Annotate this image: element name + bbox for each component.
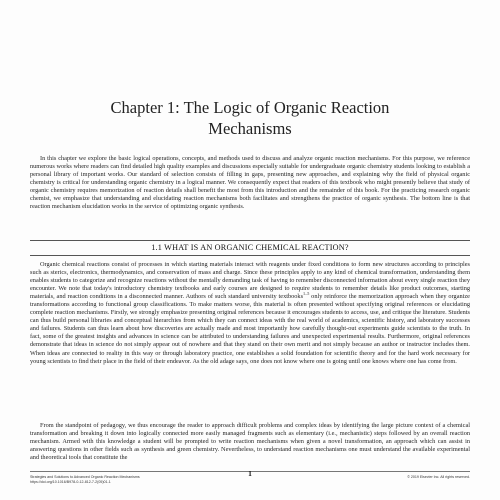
- citation-superscript: 1–5: [303, 291, 310, 297]
- chapter-title-line-2: Mechanisms: [208, 119, 292, 138]
- body-p1-text-a: Organic chemical reactions consist of processes in which starting materials interact with reagents under fixed conditions to form new structures according to principles such as sterics, electronics, thermodynamics, and conservation of mass and charge. Since these principles apply to any kind of chemical transformation, understanding them enables students to categorize and recognize reactions without the mentally demanding task of having to remember disconnected information about every single reaction they encounter. We note that today's introductory chemistry textbooks and early courses are designed to require students to remember details like product outcomes, starting materials, and reaction conditions in a disconnected manner. Authors of such standard university textbooks: [30, 261, 470, 301]
- body-paragraph-1: [30, 261, 470, 366]
- footer-book-title: Strategies and Solutions to Advanced Organic Reaction Mechanisms: [30, 475, 140, 479]
- body-p1-text-b: only reinforce the memorization approach when they organize transformations according to functional group classifications. To make matters worse, this material is often presented without specifying original references or elucidating complete reaction mechanisms. Firstly, we strongly emphasize presenting original references because it encourages students to access, use, and critique the literature. Students can thus build personal libraries and conceptual hierarchies from which they can connect ideas with the real world of academics, scientific history, and laboratory successes and failures. Students can thus learn about how discoveries are actually made and most importantly how carefully thought-out experiments guide scientists to the truth. In fact, some of the greatest insights and advances in science can be attributed to understanding failures and unexpected experimental results. Furthermore, original references demonstrate that ideas in science do not simply appear out of nowhere and that they stand on their own merit and not simply because an author or instructor includes them. When ideas are connected to reality in this way or through laboratory practice, one establishes a solid foundation for scientific theory and for the hard work necessary for young scientists to find their place in the field of their endeavor. As the old adage says, one does not know where one is going until one knows where one has come from.: [30, 293, 470, 365]
- section-rule-top: [30, 240, 470, 241]
- section-rule-bottom: [30, 255, 470, 256]
- page-footer: [30, 469, 470, 491]
- body-p2-text: From the standpoint of pedagogy, we thus encourage the reader to approach difficult problems and complex ideas by identifying the large picture context of a chemical transformation and breaking it down into logically connected more easily managed fragments such as elementary (i.e., mechanistic) steps followed by an overall reaction mechanism. Armed with this knowledge a student will be prompted to write reaction mechanisms when given a novel transformation, an approach which can assist in answering questions in other fields such as synthesis and green chemistry. Nevertheless, to understand reaction mechanisms one must understand the available experimental and theoretical tools that constitute the: [30, 422, 470, 462]
- page-number: 1: [248, 469, 252, 478]
- footer-citation: [30, 475, 210, 484]
- intro-text: In this chapter we explore the basic logical operations, concepts, and methods used to discuss and analyze organic reaction mechanisms. For this purpose, we reference numerous works where readers can find detailed high quality examples and discussions especially suitable for undergraduate organic chemistry students looking to establish a personal library of important works. Our standard of selection consists of filling in gaps, presenting new approaches, and explaining why the field of physical organic chemistry is critical for understanding organic chemistry in a logical manner. We consequently expect that readers of this textbook who might presently believe that study of organic chemistry requires memorization of reaction details shall benefit the most from this introduction and the remainder of this book. For the practicing research organic chemist, we emphasize that understanding and elucidating reaction mechanisms both facilitates and strengthens the practice of organic synthesis. The bottom line is that reaction mechanism elucidation works in the service of optimizing organic synthesis.: [30, 155, 470, 211]
- intro-paragraph: [30, 155, 470, 211]
- footer-doi-link[interactable]: https://doi.org/10.1016/B978-0-12-812-7-2(05)01-1: [30, 479, 111, 484]
- body-paragraph-2: [30, 422, 470, 462]
- footer-copyright: © 2019 Elsevier Inc. All rights reserved.: [407, 475, 470, 479]
- chapter-title: [40, 97, 460, 139]
- chapter-title-line-1: Chapter 1: The Logic of Organic Reaction: [110, 98, 390, 117]
- section-heading: 1.1 WHAT IS AN ORGANIC CHEMICAL REACTION?: [151, 243, 349, 252]
